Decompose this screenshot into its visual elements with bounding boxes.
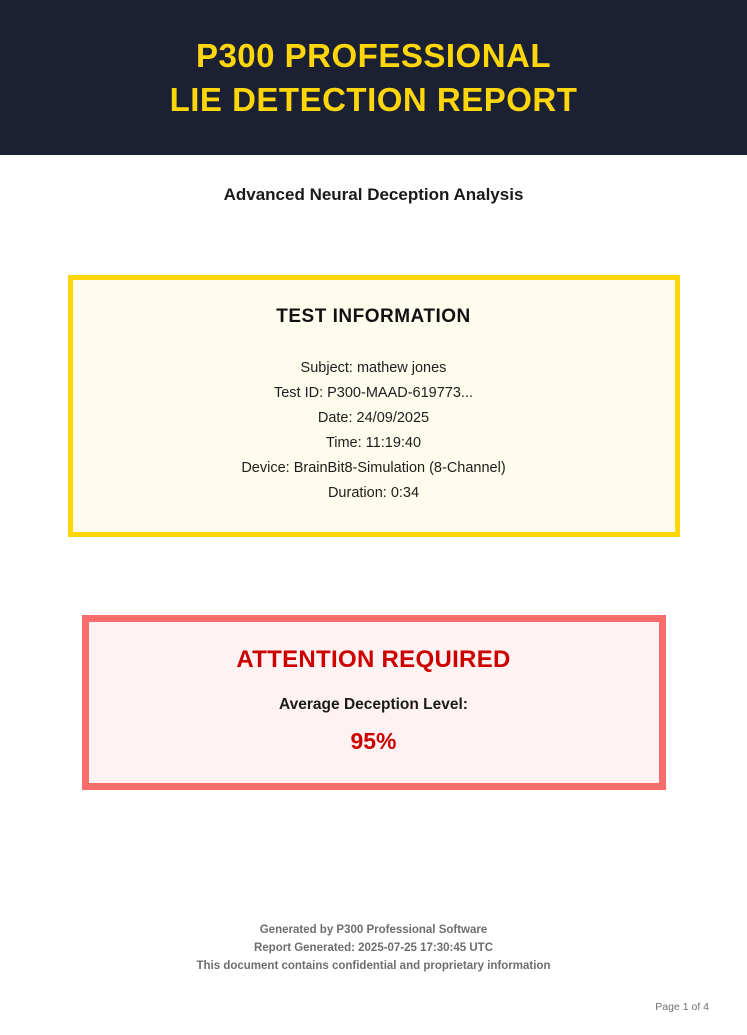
test-device: Device: BrainBit8-Simulation (8-Channel) [241, 460, 506, 476]
alert-title: ATTENTION REQUIRED [236, 646, 511, 673]
test-id: Test ID: P300-MAAD-619773... [273, 385, 474, 401]
deception-level-value: 95% [350, 728, 397, 754]
test-date: Date: 24/09/2025 [317, 410, 430, 426]
test-duration: Duration: 0:34 [327, 485, 420, 501]
test-time: Time: 11:19:40 [325, 435, 422, 451]
attention-alert-panel [82, 615, 666, 790]
test-information-title: TEST INFORMATION [276, 306, 471, 327]
footer-confidentiality-notice: This document contains confidential and proprietary information [196, 960, 551, 972]
test-information-panel [68, 275, 680, 537]
test-subject: Subject: mathew jones [300, 360, 447, 376]
report-footer [0, 921, 747, 975]
footer-generated-at: Report Generated: 2025-07-25 17:30:45 UTC [253, 942, 494, 954]
deception-level-label: Average Deception Level: [279, 696, 468, 713]
report-title-line-1: P300 PROFESSIONAL [195, 36, 552, 74]
report-header-banner [0, 0, 747, 155]
footer-generated-by: Generated by P300 Professional Software [259, 924, 488, 936]
report-title-line-2: LIE DETECTION REPORT [169, 80, 578, 118]
report-subtitle: Advanced Neural Deception Analysis [223, 185, 524, 204]
page-number: Page 1 of 4 [655, 1001, 709, 1013]
